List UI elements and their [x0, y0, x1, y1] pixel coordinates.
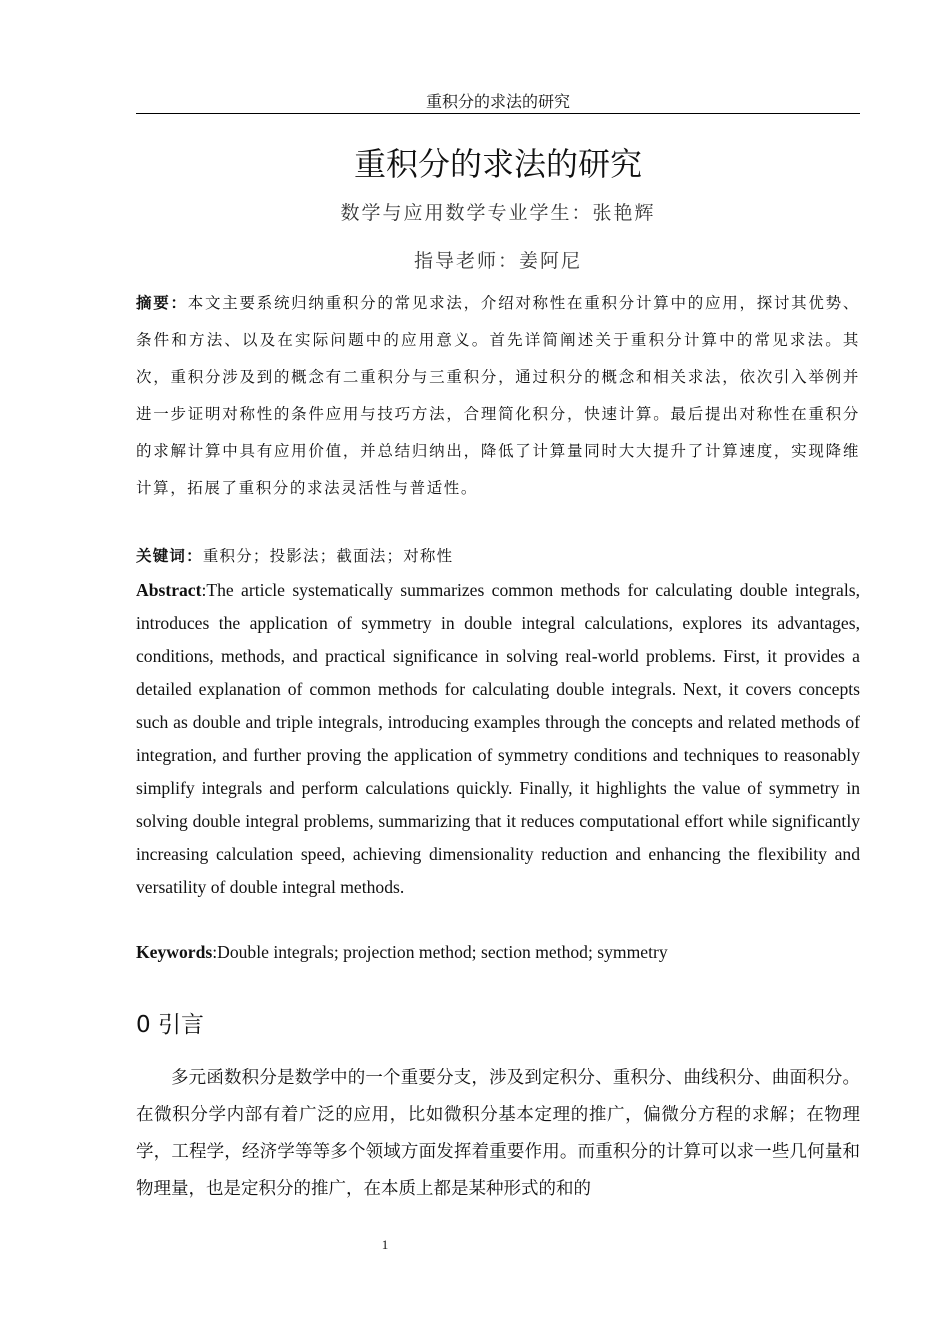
introduction-paragraph: 多元函数积分是数学中的一个重要分支，涉及到定积分、重积分、曲线积分、曲面积分。在微积分学内部有着广泛的应用，比如微积分基本定理的推广，偏微分方程的求解；在物理学，工程学，经济学等等多个领域方面发挥着重要作用。而重积分的计算可以求一些几何量和物理量，也是定积分的推广，在本质上都是某种形式的和的 [136, 1068, 860, 1199]
advisor-line: 指导老师：姜阿尼 [413, 250, 582, 272]
keywords-english [136, 936, 860, 969]
author-line: 数学与应用数学专业学生：张艳辉 [340, 202, 656, 224]
page-number: 1 [381, 1237, 389, 1252]
abstract-chinese-label: 摘要： [136, 293, 188, 312]
keywords-chinese [136, 543, 860, 569]
abstract-english [136, 574, 860, 904]
abstract-chinese [136, 284, 860, 507]
keywords-english-label: Keywords [136, 942, 213, 962]
abstract-english-label: Abstract [136, 580, 202, 600]
abstract-english-text: :The article systematically summarizes common methods for calculating double integrals, introduces the application of symmetry in double integral calculations, explores its advantages, conditions, methods, and practical significance in solving real-world problems. First, it provides a detailed explanation of common methods for calculating double integrals. Next, it covers concepts such as double and triple integrals, introducing examples through the concepts and related methods of integration, and further proving the application of symmetry conditions and techniques to reasonably simplify integrals and perform calculations quickly. Finally, it highlights the value of symmetry in solving double integral problems, summarizing that it reduces computational effort while significantly increasing calculation speed, achieving dimensionality reduction and enhancing the flexibility and versatility of double integral methods. [136, 580, 860, 897]
keywords-chinese-text: 重积分；投影法；截面法；对称性 [202, 547, 454, 565]
abstract-chinese-text: 本文主要系统归纳重积分的常见求法，介绍对称性在重积分计算中的应用，探讨其优势、条件和方法、以及在实际问题中的应用意义。首先详简阐述关于重积分计算中的常见求法。其次，重积分涉及到的概念有二重积分与三重积分，通过积分的概念和相关求法，依次引入举例并进一步证明对称性的条件应用与技巧方法，合理简化积分，快速计算。最后提出对称性在重积分的求解计算中具有应用价值，并总结归纳出，降低了计算量同时大大提升了计算速度，实现降维计算，拓展了重积分的求法灵活性与普适性。 [136, 294, 860, 497]
running-header: 重积分的求法的研究 [425, 92, 570, 111]
header-rule [136, 113, 860, 114]
keywords-english-text: :Double integrals; projection method; section method; symmetry [212, 942, 668, 962]
section-heading-introduction: 0 引言 [136, 1012, 204, 1038]
keywords-chinese-label: 关键词： [136, 546, 203, 565]
paper-title: 重积分的求法的研究 [353, 145, 642, 183]
